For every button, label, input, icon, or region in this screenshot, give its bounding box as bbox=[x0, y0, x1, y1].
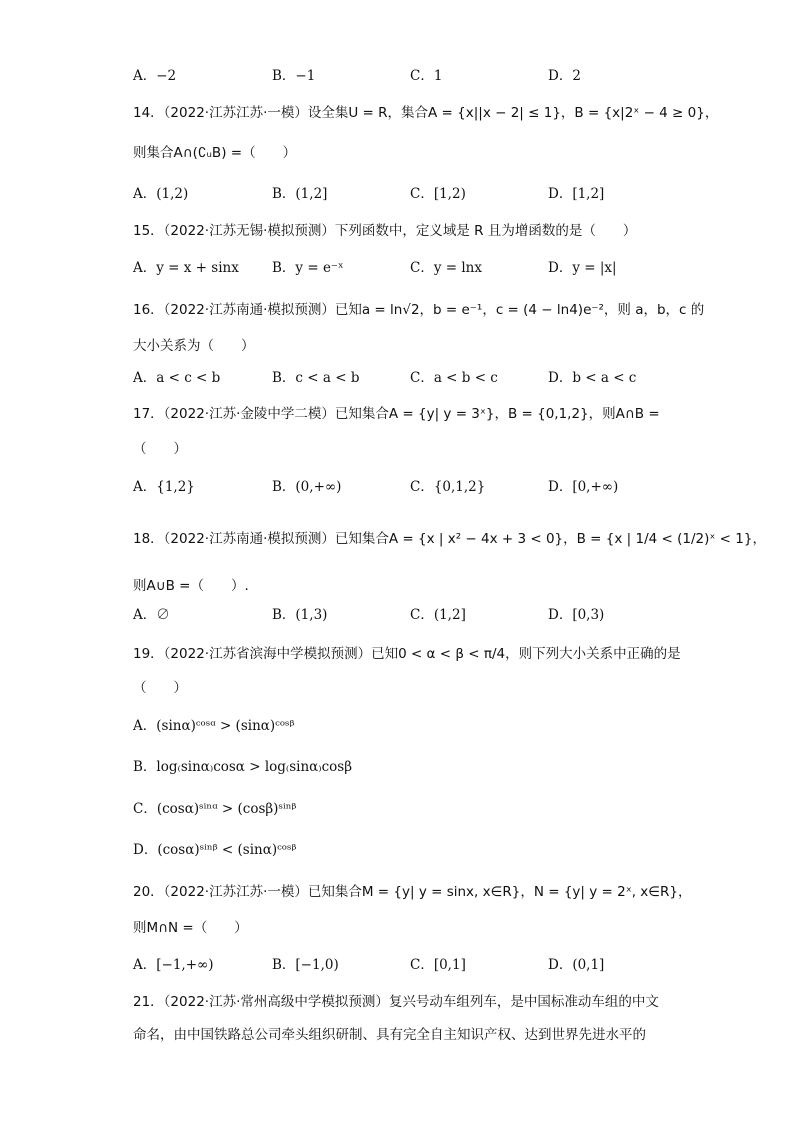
q20-stem-line1: 20．（2022·江苏江苏·一模）已知集合M = {y| y = sinx, x∈R}，N = {y| y = 2ˣ, x∈R}， bbox=[133, 884, 692, 900]
q16-option-d: D．b < a < c bbox=[548, 370, 637, 386]
q16-options bbox=[133, 368, 693, 388]
q15-option-c: C．y = lnx bbox=[410, 260, 482, 276]
q18-option-c: C．(1,2] bbox=[410, 607, 466, 623]
q17-stem-line1: 17．（2022·江苏·金陵中学二模）已知集合A = {y| y = 3ˣ}，B = {0,1,2}，则A∩B = bbox=[133, 406, 660, 422]
q13-options bbox=[133, 66, 693, 86]
q17-option-b: B．(0,+∞) bbox=[272, 479, 342, 495]
q13-option-b: B．−1 bbox=[272, 68, 316, 84]
q16-stem-line2: 大小关系为（ ） bbox=[133, 338, 255, 354]
q20-option-b: B．[−1,0) bbox=[272, 957, 339, 973]
q16-stem-line1: 16．（2022·江苏南通·模拟预测）已知a = ln√2，b = e⁻¹，c = (4 − ln4)e⁻²，则 a，b，c 的 bbox=[133, 302, 705, 318]
q14-stem-line2: 则集合A∩(∁ᵤB) =（ ） bbox=[133, 145, 297, 161]
q13-option-a: A．−2 bbox=[133, 68, 177, 84]
q18-stem-line1: 18．（2022·江苏南通·模拟预测）已知集合A = {x | x² − 4x + 3 < 0}，B = {x | 1/4 < (1/2)ˣ < 1}， bbox=[133, 531, 766, 547]
q20-options bbox=[133, 955, 693, 975]
q15-options bbox=[133, 258, 693, 278]
q16-option-a: A．a < c < b bbox=[133, 370, 221, 386]
q19-stem-line1: 19．（2022·江苏省滨海中学模拟预测）已知0 < α < β < π/4，则下列大小关系中正确的是 bbox=[133, 646, 681, 662]
q15-option-d: D．y = |x| bbox=[548, 260, 617, 276]
q18-options bbox=[133, 605, 693, 625]
q17-option-d: D．[0,+∞) bbox=[548, 479, 619, 495]
q14-option-a: A．(1,2) bbox=[133, 186, 189, 202]
q20-option-c: C．[0,1] bbox=[410, 957, 466, 973]
q15-stem-line1: 15．（2022·江苏无锡·模拟预测）下列函数中，定义域是 R 且为增函数的是（ ） bbox=[133, 223, 637, 239]
q13-option-c: C．1 bbox=[410, 68, 443, 84]
q14-option-b: B．(1,2] bbox=[272, 186, 328, 202]
q14-stem-line1: 14．（2022·江苏江苏·一模）设全集U = R，集合A = {x||x − 2| ≤ 1}，B = {x|2ˣ − 4 ≥ 0}， bbox=[133, 105, 719, 121]
q17-option-c: C．{0,1,2} bbox=[410, 479, 486, 495]
q15-option-a: A．y = x + sinx bbox=[133, 260, 239, 276]
q19-option-b: B．log₍sinα₎cosα > log₍sinα₎cosβ bbox=[133, 759, 353, 775]
q16-option-c: C．a < b < c bbox=[410, 370, 498, 386]
q18-option-b: B．(1,3) bbox=[272, 607, 328, 623]
q14-options bbox=[133, 184, 693, 204]
q18-option-a: A．∅ bbox=[133, 607, 170, 623]
q20-stem-line2: 则M∩N =（ ） bbox=[133, 920, 248, 936]
q14-option-d: D．[1,2] bbox=[548, 186, 605, 202]
q17-option-a: A．{1,2} bbox=[133, 479, 195, 495]
q13-option-d: D．2 bbox=[548, 68, 581, 84]
q20-option-a: A．[−1,+∞) bbox=[133, 957, 214, 973]
q15-option-b: B．y = e⁻ˣ bbox=[272, 260, 344, 276]
q18-stem-line2: 则A∪B =（ ）. bbox=[133, 578, 249, 594]
q19-stem-line2: （ ） bbox=[133, 680, 187, 696]
q14-option-c: C．[1,2) bbox=[410, 186, 466, 202]
q18-option-d: D．[0,3) bbox=[548, 607, 605, 623]
q20-option-d: D．(0,1] bbox=[548, 957, 605, 973]
q21-stem-line1: 21．（2022·江苏·常州高级中学模拟预测）复兴号动车组列车，是中国标准动车组的中文 bbox=[133, 994, 659, 1010]
q17-options bbox=[133, 477, 693, 497]
q17-stem-line2: （ ） bbox=[133, 441, 187, 457]
q19-option-d: D．(cosα)ˢⁱⁿᵝ < (sinα)ᶜᵒˢᵝ bbox=[133, 842, 297, 858]
q19-option-a: A．(sinα)ᶜᵒˢᵅ > (sinα)ᶜᵒˢᵝ bbox=[133, 718, 295, 734]
q16-option-b: B．c < a < b bbox=[272, 370, 360, 386]
q21-stem-line2: 命名，由中国铁路总公司牵头组织研制、具有完全自主知识产权、达到世界先进水平的 bbox=[133, 1027, 646, 1043]
q19-option-c: C．(cosα)ˢⁱⁿᵅ > (cosβ)ˢⁱⁿᵝ bbox=[133, 801, 297, 817]
